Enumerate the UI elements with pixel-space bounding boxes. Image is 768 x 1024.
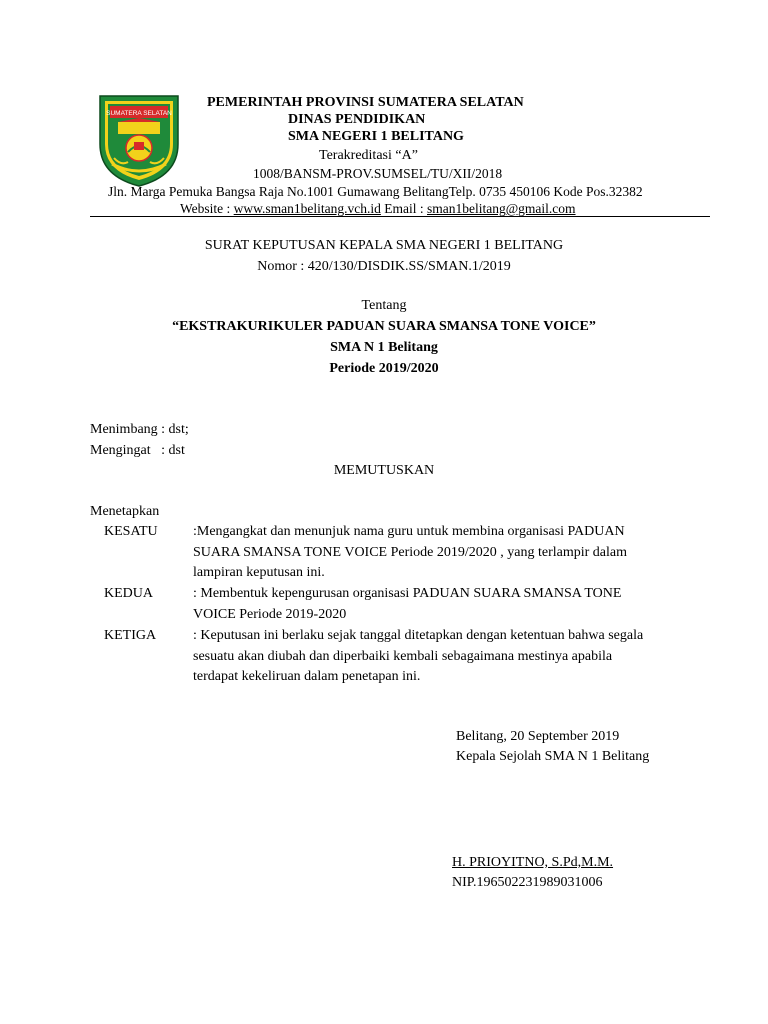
decree-school: SMA N 1 Belitang xyxy=(330,340,438,355)
item-content-ketiga xyxy=(193,626,713,688)
menetapkan-label: Menetapkan xyxy=(90,504,160,519)
mengingat-line: Mengingat : dst xyxy=(90,443,185,458)
provincial-seal-logo xyxy=(96,92,182,188)
item-line: :Mengangkat dan menunjuk nama guru untuk membina organisasi PADUAN xyxy=(193,524,625,539)
item-label-ketiga: KETIGA xyxy=(104,628,157,643)
item-line: sesuatu akan diubah dan diperbaiki kembali sebagaimana mestinya apabila xyxy=(193,648,613,664)
logo-text: SUMATERA SELATAN xyxy=(106,110,172,117)
item-line: VOICE Periode 2019-2020 xyxy=(193,606,347,622)
decision-heading: MEMUTUSKAN xyxy=(333,463,435,478)
item-line: lampiran keputusan ini. xyxy=(193,565,325,580)
item-line: SUARA SMANSA TONE VOICE Periode 2019/2020 , yang terlampir dalam xyxy=(193,544,627,560)
email-label: Email : xyxy=(380,201,428,216)
signature-position: Kepala Sejolah SMA N 1 Belitang xyxy=(456,749,650,764)
decree-period: Periode 2019/2020 xyxy=(329,361,439,376)
item-label-kesatu: KESATU xyxy=(104,524,158,539)
letterhead-divider xyxy=(90,216,710,217)
item-line: : Membentuk kepengurusan organisasi PADUAN SUARA SMANSA TONE xyxy=(193,586,622,601)
signature-place-date: Belitang, 20 September 2019 xyxy=(456,729,620,744)
menimbang-line: Menimbang : dst; xyxy=(90,422,189,437)
letterhead-department: DINAS PENDIDIKAN xyxy=(288,112,426,127)
item-content-kesatu xyxy=(193,522,693,584)
accreditation-number: 1008/BANSM-PROV.SUMSEL/TU/XII/2018 xyxy=(253,166,503,181)
item-label-kedua: KEDUA xyxy=(104,586,153,601)
signatory-name: H. PRIOYITNO, S.Pd,M.M. xyxy=(452,855,614,870)
decree-heading: SURAT KEPUTUSAN KEPALA SMA NEGERI 1 BELITANG xyxy=(204,238,564,253)
item-content-kedua xyxy=(193,584,693,625)
email-link[interactable]: sman1belitang@gmail.com xyxy=(427,201,576,216)
website-link[interactable]: www.sman1belitang.vch.id xyxy=(233,201,381,216)
website-label: Website : xyxy=(180,201,234,216)
item-line: : Keputusan ini berlaku sejak tanggal ditetapkan dengan ketentuan bahwa segala xyxy=(193,628,644,643)
contact-line xyxy=(180,200,576,217)
letterhead-school: SMA NEGERI 1 BELITANG xyxy=(288,129,464,144)
decree-number: Nomor : 420/130/DISDIK.SS/SMAN.1/2019 xyxy=(257,259,511,274)
decree-about: Tentang xyxy=(361,298,407,313)
decree-subject: “EKSTRAKURIKULER PADUAN SUARA SMANSA TONE VOICE” xyxy=(172,319,596,334)
accreditation-status: Terakreditasi “A” xyxy=(319,148,418,163)
signatory-nip: NIP.196502231989031006 xyxy=(452,875,603,890)
item-line: terdapat kekeliruan dalam penetapan ini. xyxy=(193,669,421,684)
letterhead-government: PEMERINTAH PROVINSI SUMATERA SELATAN xyxy=(207,95,524,110)
school-address: Jln. Marga Pemuka Bangsa Raja No.1001 Gumawang BelitangTelp. 0735 450106 Kode Pos.32382 xyxy=(108,184,643,199)
